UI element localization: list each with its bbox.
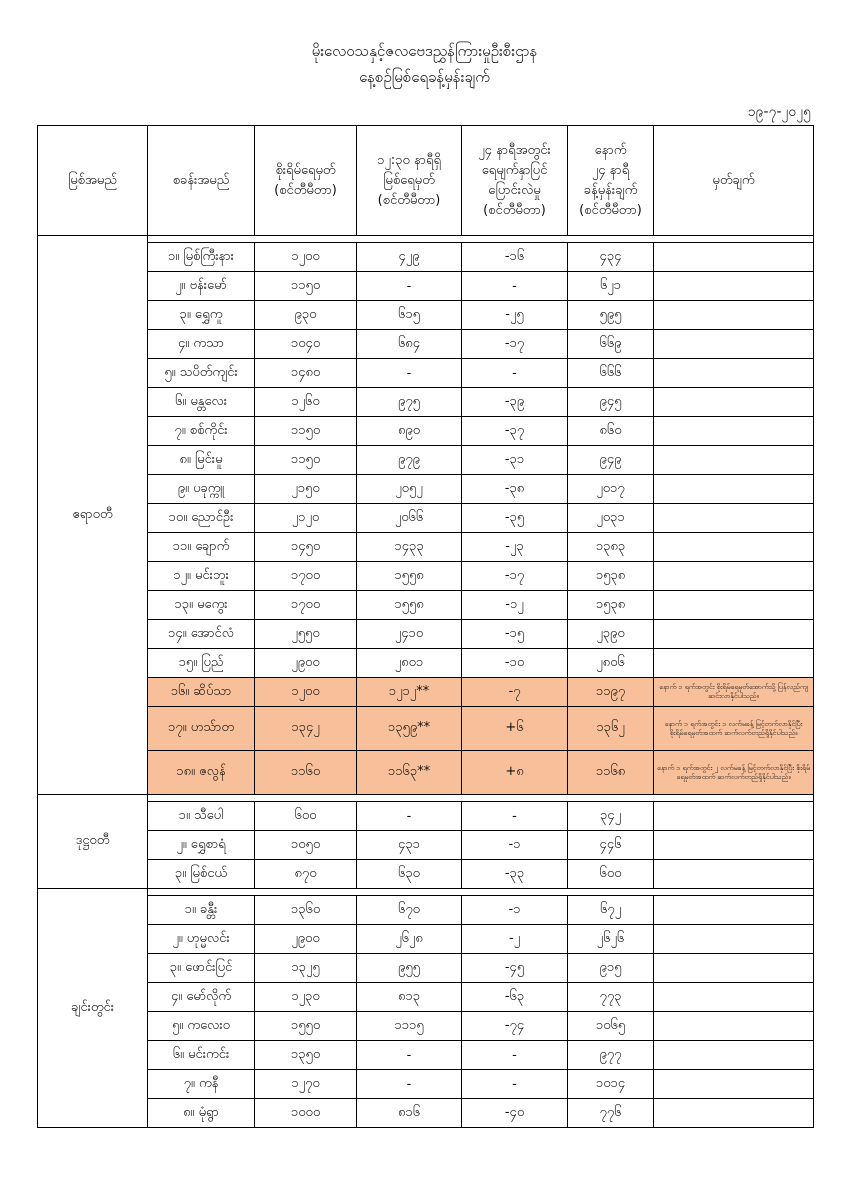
table-row <box>38 330 814 359</box>
level-change: -၁၇ <box>462 330 568 359</box>
danger-level: ၁၀၄၀ <box>255 330 357 359</box>
danger-level: ၈၇၀ <box>255 860 357 889</box>
station-name: ၁၈။ ဇလွန် <box>148 751 255 795</box>
remark <box>654 831 814 860</box>
forecast-level: ၄၄၆ <box>568 831 654 860</box>
remark <box>654 243 814 272</box>
table-row <box>38 620 814 649</box>
level-change: -၁၆ <box>462 243 568 272</box>
river-name: ဧရာဝတီ <box>38 236 148 795</box>
table-row <box>38 591 814 620</box>
forecast-level: ၆၂၁ <box>568 272 654 301</box>
level-change: -၄၀ <box>462 1099 568 1128</box>
station-name: ၁။ သီပေါ <box>148 802 255 831</box>
danger-level: ၂၉၀၀ <box>255 925 357 954</box>
table-row <box>38 649 814 678</box>
table-row <box>38 831 814 860</box>
current-level: ၆၁၅ <box>357 301 462 330</box>
station-name: ၇။ စစ်ကိုင်း <box>148 417 255 446</box>
forecast-level: ၂၀၁၇ <box>568 475 654 504</box>
remark <box>654 359 814 388</box>
level-change: -၇ <box>462 678 568 707</box>
remark <box>654 475 814 504</box>
station-name: ၁၂။ မင်းဘူး <box>148 562 255 591</box>
level-change: -၁၀ <box>462 649 568 678</box>
report-date: ၁၉-၇-၂၀၂၅ <box>747 104 811 120</box>
current-level: ၈၉၀ <box>357 417 462 446</box>
danger-level: ၁၁၅၀ <box>255 446 357 475</box>
spacer-cell <box>148 795 814 802</box>
station-name: ၁၃။ မကွေး <box>148 591 255 620</box>
table-header-row <box>38 126 814 236</box>
table-row <box>38 751 814 795</box>
station-name: ၇။ ကနီ <box>148 1070 255 1099</box>
level-change: -၂၃ <box>462 533 568 562</box>
current-level: ၄၂၉ <box>357 243 462 272</box>
group-spacer-row <box>38 795 814 802</box>
current-level: ၉၅၅ <box>357 954 462 983</box>
table-row <box>38 802 814 831</box>
forecast-level: ၆၆၆ <box>568 359 654 388</box>
station-name: ၄။ မော်လိုက် <box>148 983 255 1012</box>
column-header: မှတ်ချက် <box>654 126 814 236</box>
current-level: ၂၈၀၁ <box>357 649 462 678</box>
current-level: - <box>357 272 462 301</box>
danger-level: ၁၇၀၀ <box>255 591 357 620</box>
remark <box>654 388 814 417</box>
table-row <box>38 301 814 330</box>
remark: နောက် ၁ ရက်အတွင်း ၁ လက်မခန့် မြင့်တက်လာနိုင်ပြီး စိုးရိမ်ရေမှတ်အထက် ဆက်လက်တည်ရှိနိုင်ပါသည်။ <box>654 707 814 751</box>
danger-level: ၂၉၀၀ <box>255 649 357 678</box>
current-level: ၆၈၄ <box>357 330 462 359</box>
remark <box>654 954 814 983</box>
remark <box>654 417 814 446</box>
level-change: - <box>462 272 568 301</box>
level-change: -၃၈ <box>462 475 568 504</box>
level-change: - <box>462 1070 568 1099</box>
danger-level: ၂၁၂၀ <box>255 504 357 533</box>
table-row <box>38 272 814 301</box>
group-spacer-row <box>38 236 814 243</box>
station-name: ၈။ မြင်းမူ <box>148 446 255 475</box>
table-row <box>38 446 814 475</box>
station-name: ၂။ ဗန်းမော် <box>148 272 255 301</box>
danger-level: ၁၇၀၀ <box>255 562 357 591</box>
report-header <box>0 38 849 90</box>
forecast-level: ၁၅၃၈ <box>568 562 654 591</box>
station-name: ၃။ ရွှေကူ <box>148 301 255 330</box>
forecast-level: ၆၇၂ <box>568 896 654 925</box>
forecast-level: ၁၁၆၈ <box>568 751 654 795</box>
level-change: -၁၂ <box>462 591 568 620</box>
danger-level: ၁၃၂၅ <box>255 954 357 983</box>
danger-level: ၂၁၅၀ <box>255 475 357 504</box>
forecast-level: ၈၆၀ <box>568 417 654 446</box>
station-name: ၁။ ခန္တီး <box>148 896 255 925</box>
current-level: ၆၇၀ <box>357 896 462 925</box>
station-name: ၆။ မန္တလေး <box>148 388 255 417</box>
column-header: စိုးရိမ်ရေမှတ် (စင်တီမီတာ) <box>255 126 357 236</box>
danger-level: ၁၄၈၀ <box>255 359 357 388</box>
danger-level: ၂၅၅၀ <box>255 620 357 649</box>
current-level: - <box>357 1070 462 1099</box>
level-change: -၂၅ <box>462 301 568 330</box>
table-row <box>38 1041 814 1070</box>
forecast-level: ၆၀၀ <box>568 860 654 889</box>
station-name: ၁၁။ ချောက် <box>148 533 255 562</box>
table-row <box>38 417 814 446</box>
station-name: ၄။ ကသာ <box>148 330 255 359</box>
table-body <box>38 236 814 1128</box>
level-change: -၄၅ <box>462 954 568 983</box>
remark <box>654 591 814 620</box>
danger-level: ၆၀၀ <box>255 802 357 831</box>
level-change: -၃၉ <box>462 388 568 417</box>
current-level: ၄၃၁ <box>357 831 462 860</box>
danger-level: ၁၂၀၀ <box>255 678 357 707</box>
station-name: ၁။ မြစ်ကြီးနား <box>148 243 255 272</box>
table-row <box>38 678 814 707</box>
table-row <box>38 954 814 983</box>
table-row <box>38 1012 814 1041</box>
danger-level: ၁၄၅၀ <box>255 533 357 562</box>
station-name: ၅။ သပိတ်ကျင်း <box>148 359 255 388</box>
station-name: ၂။ ရွှေစာရံ <box>148 831 255 860</box>
danger-level: ၁၁၅၀ <box>255 417 357 446</box>
report-title: နေ့စဉ်မြစ်ရေခန့်မှန်းချက် <box>359 68 490 86</box>
column-header: မြစ်အမည် <box>38 126 148 236</box>
forecast-level: ၇၇၃ <box>568 983 654 1012</box>
level-change: -၁၅ <box>462 620 568 649</box>
current-level: ၂၄၁၀ <box>357 620 462 649</box>
station-name: ၅။ ကလေးဝ <box>148 1012 255 1041</box>
table-row <box>38 359 814 388</box>
level-change: - <box>462 359 568 388</box>
column-header: နောက် ၂၄ နာရီ ခန့်မှန်းချက် (စင်တီမီတာ) <box>568 126 654 236</box>
current-level: ၁၅၅၈ <box>357 562 462 591</box>
table-row <box>38 1070 814 1099</box>
remark: နောက် ၁ ရက်အတွင်း စိုးရိမ်ရေမှတ်အောက်သို့ ပြန်လည်ကျဆင်းလာနိုင်ပါသည်။ <box>654 678 814 707</box>
danger-level: ၁၂၃၀ <box>255 983 357 1012</box>
current-level: - <box>357 802 462 831</box>
remark <box>654 504 814 533</box>
current-level: ၂၀၅၂ <box>357 475 462 504</box>
remark <box>654 896 814 925</box>
forecast-level: ၉၇၇ <box>568 1041 654 1070</box>
table-row <box>38 896 814 925</box>
remark <box>654 301 814 330</box>
forecast-level: ၄၃၄ <box>568 243 654 272</box>
danger-level: ၁၁၅၀ <box>255 272 357 301</box>
station-name: ၆။ မင်းကင်း <box>148 1041 255 1070</box>
table-row <box>38 504 814 533</box>
river-name: ဒုဋ္ဌဝတီ <box>38 795 148 889</box>
remark <box>654 649 814 678</box>
forecast-level: ၉၁၅ <box>568 954 654 983</box>
forecast-level: ၉၄၉ <box>568 446 654 475</box>
table-row <box>38 475 814 504</box>
current-level: ၁၅၅၈ <box>357 591 462 620</box>
current-level: ၁၃၅၉** <box>357 707 462 751</box>
forecast-level: ၁၀၆၅ <box>568 1012 654 1041</box>
forecast-level: ၂၀၃၁ <box>568 504 654 533</box>
forecast-level: ၃၄၂ <box>568 802 654 831</box>
remark <box>654 272 814 301</box>
station-name: ၃။ ဖောင်းပြင် <box>148 954 255 983</box>
danger-level: ၁၀၅၀ <box>255 831 357 860</box>
station-name: ၁၆။ ဆိပ်သာ <box>148 678 255 707</box>
current-level: ၁၁၁၅ <box>357 1012 462 1041</box>
column-header: စခန်းအမည် <box>148 126 255 236</box>
table-row <box>38 243 814 272</box>
forecast-level: ၁၃၆၂ <box>568 707 654 751</box>
remark <box>654 330 814 359</box>
danger-level: ၁၂၀၀ <box>255 243 357 272</box>
table-row <box>38 388 814 417</box>
remark <box>654 446 814 475</box>
danger-level: ၁၁၆၀ <box>255 751 357 795</box>
danger-level: ၉၃၀ <box>255 301 357 330</box>
danger-level: ၁၂၇၀ <box>255 1070 357 1099</box>
current-level: ၂၀၆၆ <box>357 504 462 533</box>
current-level: ၁၁၆၃** <box>357 751 462 795</box>
danger-level: ၁၀၀၀ <box>255 1099 357 1128</box>
level-change: +၆ <box>462 707 568 751</box>
current-level: ၈၁၃ <box>357 983 462 1012</box>
forecast-level: ၇၇၆ <box>568 1099 654 1128</box>
current-level: ၉၇၉ <box>357 446 462 475</box>
current-level: - <box>357 359 462 388</box>
level-change: - <box>462 1041 568 1070</box>
remark <box>654 562 814 591</box>
remark <box>654 925 814 954</box>
remark <box>654 860 814 889</box>
current-level: ၈၁၆ <box>357 1099 462 1128</box>
column-header: ၁၂:၃၀ နာရီရှိ မြစ်ရေမှတ် (စင်တီမီတာ) <box>357 126 462 236</box>
current-level: ၆၃၀ <box>357 860 462 889</box>
remark <box>654 620 814 649</box>
remark <box>654 983 814 1012</box>
danger-level: ၁၃၅၀ <box>255 1041 357 1070</box>
station-name: ၉။ ပခုက္ကူ <box>148 475 255 504</box>
table-row <box>38 562 814 591</box>
station-name: ၃။ မြစ်ငယ် <box>148 860 255 889</box>
forecast-level: ၅၉၅ <box>568 301 654 330</box>
forecast-level: ၁၅၃၈ <box>568 591 654 620</box>
remark <box>654 1012 814 1041</box>
level-change: -၇၄ <box>462 1012 568 1041</box>
table-row <box>38 925 814 954</box>
table-row <box>38 533 814 562</box>
river-forecast-table <box>37 125 814 1128</box>
level-change: -၁ <box>462 896 568 925</box>
column-header: ၂၄ နာရီအတွင်း ရေမျက်နှာပြင် ပြောင်းလဲမှု (စင်တီမီတာ) <box>462 126 568 236</box>
level-change: -၃၁ <box>462 446 568 475</box>
forecast-level: ၉၄၅ <box>568 388 654 417</box>
forecast-level: ၂၆၂၆ <box>568 925 654 954</box>
table-row <box>38 707 814 751</box>
table-row <box>38 1099 814 1128</box>
current-level: ၁၄၃၃ <box>357 533 462 562</box>
level-change: +၈ <box>462 751 568 795</box>
remark <box>654 1099 814 1128</box>
current-level: ၁၂၁၂** <box>357 678 462 707</box>
forecast-level: ၂၈၀၆ <box>568 649 654 678</box>
forecast-level: ၆၆၉ <box>568 330 654 359</box>
level-change: -၁၇ <box>462 562 568 591</box>
danger-level: ၁၅၅၀ <box>255 1012 357 1041</box>
spacer-cell <box>148 889 814 896</box>
level-change: -၆၃ <box>462 983 568 1012</box>
station-name: ၁၅။ ပြည် <box>148 649 255 678</box>
level-change: - <box>462 802 568 831</box>
remark <box>654 802 814 831</box>
station-name: ၈။ မုံရွာ <box>148 1099 255 1128</box>
table-row <box>38 983 814 1012</box>
danger-level: ၁၂၆၀ <box>255 388 357 417</box>
remark <box>654 1041 814 1070</box>
danger-level: ၁၃၄၂ <box>255 707 357 751</box>
group-spacer-row <box>38 889 814 896</box>
department-title: မိုးလေဝသနှင့်ဇလဗေဒညွှန်ကြားမှုဦးစီးဌာန <box>311 42 538 60</box>
level-change: -၃၇ <box>462 417 568 446</box>
table-row <box>38 860 814 889</box>
level-change: -၂ <box>462 925 568 954</box>
forecast-level: ၁၃၈၃ <box>568 533 654 562</box>
remark <box>654 1070 814 1099</box>
station-name: ၁၄။ အောင်လံ <box>148 620 255 649</box>
forecast-level: ၁၁၉၇ <box>568 678 654 707</box>
forecast-level: ၁၀၁၄ <box>568 1070 654 1099</box>
level-change: -၃၃ <box>462 860 568 889</box>
level-change: -၁ <box>462 831 568 860</box>
spacer-cell <box>148 236 814 243</box>
station-name: ၂။ ဟုမ္မလင်း <box>148 925 255 954</box>
current-level: - <box>357 1041 462 1070</box>
danger-level: ၁၃၆၀ <box>255 896 357 925</box>
forecast-level: ၂၃၉၀ <box>568 620 654 649</box>
river-name: ချင်းတွင်း <box>38 889 148 1128</box>
remark: နောက် ၁ ရက်အတွင်း ၂ လက်မခန့် မြင့်တက်လာနိုင်ပြီး စိုးရိမ်ရေမှတ်အထက် ဆက်လက်တည်ရှိနိုင်ပါသည်။ <box>654 751 814 795</box>
current-level: ၉၇၅ <box>357 388 462 417</box>
level-change: -၃၅ <box>462 504 568 533</box>
station-name: ၁၀။ ညောင်ဦး <box>148 504 255 533</box>
current-level: ၂၆၂၈ <box>357 925 462 954</box>
remark <box>654 533 814 562</box>
station-name: ၁၇။ ဟသ်ာတ <box>148 707 255 751</box>
